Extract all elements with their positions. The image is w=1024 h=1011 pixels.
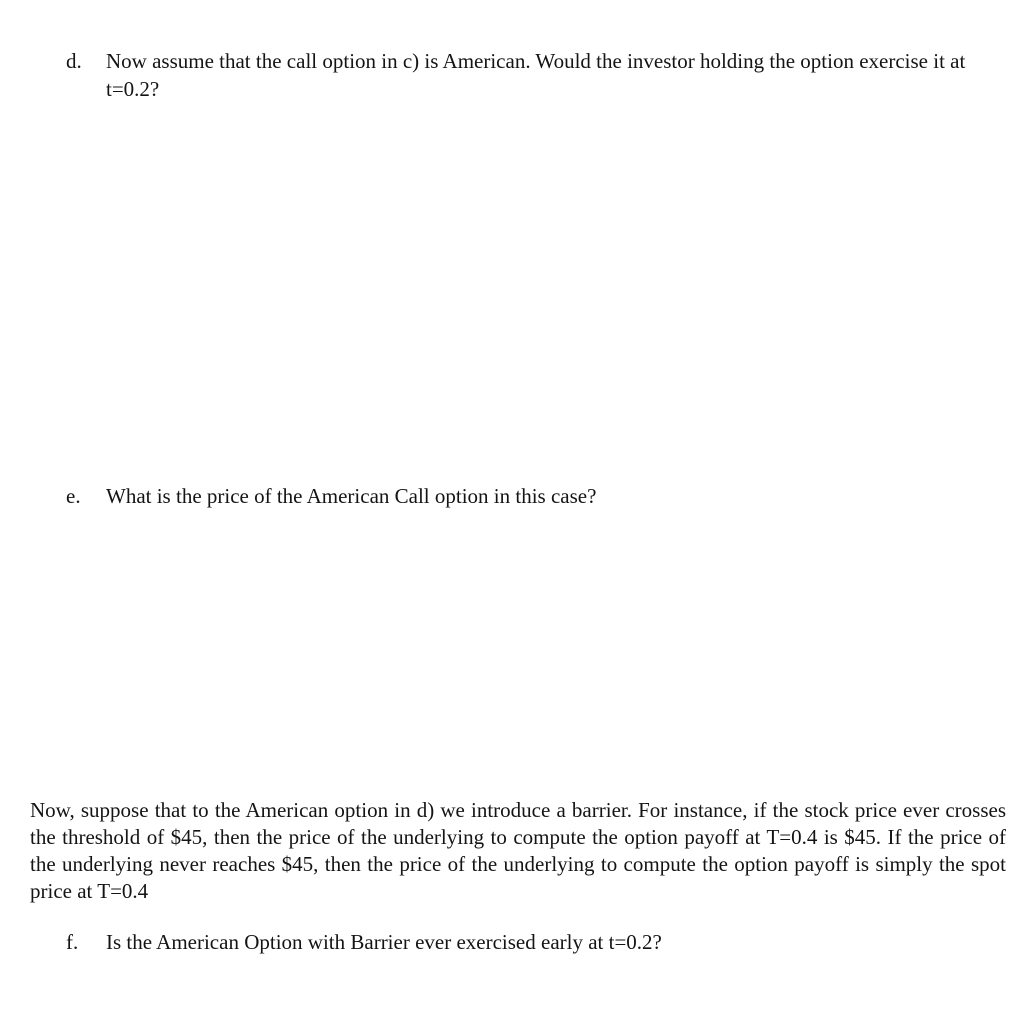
- question-d-letter: d.: [66, 49, 82, 73]
- question-f-text: Is the American Option with Barrier ever exercised early at t=0.2?: [106, 930, 662, 954]
- question-e: [66, 482, 1011, 510]
- question-f: [66, 928, 1011, 956]
- barrier-paragraph: Now, suppose that to the American option in d) we introduce a barrier. For instance, if the stock price ever crosses the threshold of $45, then the price of the underlying to compute the option payoff at T=0.4 is $45. If the price of the underlying never reaches $45, then the price of the underlying to compute the option payoff is simply the spot price at T=0.4: [30, 798, 1006, 903]
- question-e-letter: e.: [66, 484, 81, 508]
- question-f-letter: f.: [66, 930, 79, 954]
- question-d-text: Now assume that the call option in c) is American. Would the investor holding the option exercise it at t=0.2?: [106, 49, 966, 101]
- question-e-text: What is the price of the American Call option in this case?: [106, 484, 597, 508]
- question-d: [66, 47, 1011, 103]
